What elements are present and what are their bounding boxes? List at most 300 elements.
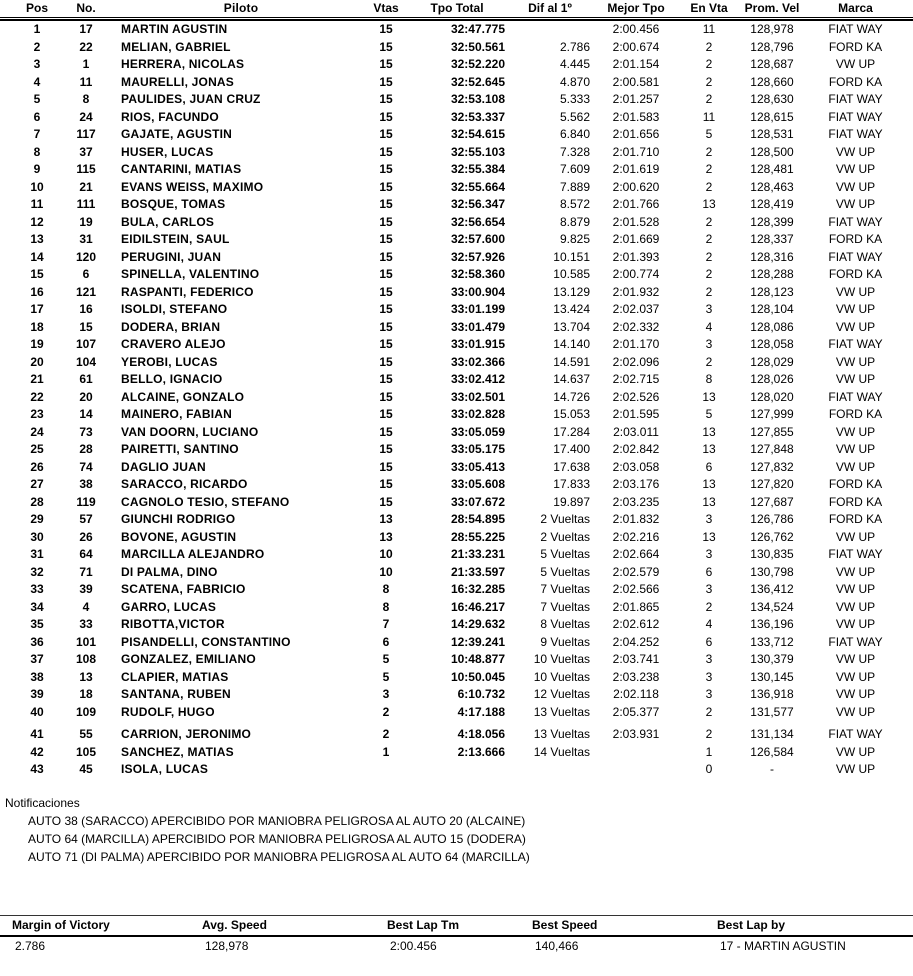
cell-tpo-total: 21:33.597 [450,564,505,579]
cell-en-vta: 2 [705,354,713,369]
cell-en-vta: 0 [705,762,713,776]
cell-tpo-total: 32:55.664 [450,179,505,194]
cell-piloto: SANTANA, RUBEN [121,687,231,701]
cell-prom-vel: 128,796 [750,39,794,54]
cell-piloto: MAURELLI, JONAS [121,74,235,89]
cell-prom-vel: 127,820 [750,477,794,491]
cell-marca: FIAT WAY [828,547,883,561]
cell-no: 71 [79,564,93,579]
cell-marca: VW UP [835,319,876,334]
cell-prom-vel: 127,855 [750,424,794,439]
cell-pos: 27 [30,477,44,491]
cell-marca: FIAT WAY [828,214,883,229]
cell-vtas: 10 [379,547,393,561]
table-row [0,371,913,389]
cell-no: 11 [79,74,93,89]
cell-prom-vel: 128,337 [750,232,794,246]
cell-piloto: CRAVERO ALEJO [121,337,226,351]
cell-pos: 8 [33,144,41,159]
cell-piloto: BELLO, IGNACIO [121,372,223,386]
table-row [0,529,913,547]
row-spacer [0,336,18,354]
cell-tpo-total: 28:55.225 [450,529,505,544]
cell-tpo-total: 32:56.654 [450,214,505,229]
table-row [0,616,913,634]
cell-vtas: 15 [379,197,393,211]
row-spacer [0,109,18,127]
cell-vtas: 15 [379,267,393,281]
cell-vtas: 2 [382,704,390,719]
cell-marca: FORD KA [828,477,883,491]
cell-piloto: BOVONE, AGUSTIN [121,529,237,544]
row-spacer [0,39,18,57]
cell-pos: 31 [30,547,44,561]
cell-vtas: 15 [379,92,393,106]
cell-prom-vel: 130,798 [750,564,794,579]
cell-marca: VW UP [835,704,876,719]
cell-piloto: MARCILLA ALEJANDRO [121,547,265,561]
cell-no: 1 [82,57,90,71]
cell-dif-al-1: 17.400 [553,442,590,456]
cell-mejor-tpo: 2:02.664 [612,547,660,561]
cell-marca: VW UP [835,669,876,684]
cell-dif-al-1: 13.424 [553,302,590,316]
cell-piloto: HERRERA, NICOLAS [121,57,245,71]
cell-vtas: 3 [382,687,390,701]
cell-dif-al-1: 19.897 [553,494,590,509]
row-spacer [0,441,18,459]
cell-no: 104 [75,354,97,369]
cell-tpo-total: 10:48.877 [450,652,505,666]
cell-en-vta: 2 [705,214,713,229]
cell-no: 57 [79,512,93,526]
cell-mejor-tpo: 2:00.774 [612,267,660,281]
cell-prom-vel: 128,978 [750,22,794,36]
cell-mejor-tpo: 2:01.583 [612,109,660,124]
cell-vtas: 15 [379,127,393,141]
cell-mejor-tpo: 2:03.931 [612,727,660,741]
table-row [0,196,913,214]
cell-vtas: 15 [379,162,393,176]
row-spacer [0,389,18,407]
cell-no: 4 [82,599,90,614]
cell-vtas: 15 [379,424,393,439]
table-row [0,476,913,494]
row-spacer [0,144,18,162]
cell-vtas: 15 [379,144,393,159]
cell-piloto: RIBOTTA,VICTOR [121,617,225,631]
cell-dif-al-1: 13 Vueltas [533,727,590,741]
cell-tpo-total: 21:33.231 [450,547,505,561]
cell-dif-al-1: 7.609 [559,162,590,176]
cell-mejor-tpo: 2:02.118 [613,687,659,701]
cell-piloto: ALCAINE, GONZALO [121,389,245,404]
table-row [0,634,913,652]
cell-piloto: RIOS, FACUNDO [121,109,219,124]
cell-tpo-total: 32:50.561 [450,39,505,54]
cell-pos: 43 [30,762,44,776]
row-spacer [0,546,18,564]
cell-tpo-total: 10:50.045 [450,669,505,684]
cell-pos: 9 [33,162,41,176]
cell-prom-vel: 128,500 [750,144,794,159]
cell-prom-vel: 128,630 [750,92,794,106]
cell-piloto: CLAPIER, MATIAS [121,669,229,684]
cell-tpo-total: 32:53.108 [450,92,505,106]
cell-dif-al-1: 5.562 [559,109,590,124]
row-spacer [0,161,18,179]
cell-prom-vel: 128,020 [750,389,794,404]
cell-piloto: RASPANTI, FEDERICO [121,284,254,299]
table-row [0,231,913,249]
cell-tpo-total: 33:01.915 [450,337,505,351]
summary-value-best-lap-by: 17 - MARTIN AGUSTIN [720,939,846,953]
cell-piloto: RUDOLF, HUGO [121,704,215,719]
table-row [0,91,913,109]
cell-no: 121 [75,284,97,299]
column-header-dif-al-1: Dif al 1º [528,1,572,15]
cell-no: 115 [76,162,96,176]
cell-marca: FORD KA [828,407,883,421]
cell-vtas: 6 [382,634,390,649]
row-spacer [0,476,18,494]
cell-tpo-total: 14:29.632 [450,617,505,631]
cell-dif-al-1: 4.445 [559,57,590,71]
cell-tpo-total: 32:57.926 [450,249,505,264]
cell-pos: 24 [30,424,44,439]
cell-pos: 5 [33,92,41,106]
cell-tpo-total: 33:01.199 [450,302,505,316]
cell-piloto: PERUGINI, JUAN [121,249,222,264]
cell-dif-al-1: 2 Vueltas [540,529,590,544]
cell-tpo-total: 33:01.479 [450,319,505,334]
cell-dif-al-1: 2.786 [559,39,590,54]
cell-marca: FIAT WAY [828,127,883,141]
row-spacer [0,266,18,284]
cell-no: 73 [79,424,93,439]
cell-pos: 7 [33,127,41,141]
cell-dif-al-1 [508,761,592,779]
cell-vtas: 15 [379,337,393,351]
cell-tpo-total: 33:05.413 [450,459,505,474]
cell-mejor-tpo: 2:02.526 [612,389,660,404]
cell-dif-al-1: 5 Vueltas [540,547,590,561]
cell-prom-vel: 128,419 [750,197,794,211]
cell-en-vta: 13 [702,529,716,544]
cell-piloto: SANCHEZ, MATIAS [121,744,234,759]
cell-pos: 19 [30,337,44,351]
header-spacer [0,0,18,17]
row-spacer [0,74,18,92]
row-spacer [0,686,18,704]
cell-vtas: 1 [382,744,390,759]
cell-en-vta: 3 [705,302,713,316]
cell-no: 38 [79,477,93,491]
table-row [0,301,913,319]
cell-en-vta: 3 [705,547,713,561]
cell-marca: VW UP [835,442,876,456]
cell-vtas: 13 [379,512,393,526]
cell-prom-vel: 130,835 [750,547,794,561]
cell-tpo-total: 28:54.895 [450,512,505,526]
cell-no: 17 [79,22,93,36]
table-row [0,336,913,354]
cell-prom-vel: 128,104 [750,302,794,316]
cell-pos: 39 [30,687,44,701]
cell-prom-vel: 128,026 [750,372,794,386]
cell-mejor-tpo: 2:02.715 [612,372,660,386]
cell-mejor-tpo: 2:03.235 [612,494,660,509]
cell-mejor-tpo: 2:01.932 [612,284,660,299]
cell-en-vta: 13 [702,442,716,456]
cell-tpo-total: 33:02.412 [450,372,505,386]
cell-no: 61 [79,372,93,386]
cell-piloto: DODERA, BRIAN [121,319,221,334]
cell-piloto: GAJATE, AGUSTIN [121,127,233,141]
cell-en-vta: 6 [705,564,713,579]
cell-no: 74 [79,459,93,474]
row-spacer [0,301,18,319]
cell-marca: VW UP [835,459,876,474]
cell-piloto: EIDILSTEIN, SAUL [121,232,230,246]
cell-en-vta: 2 [705,179,713,194]
cell-pos: 17 [30,302,44,316]
cell-piloto: DAGLIO JUAN [121,459,206,474]
cell-vtas: 15 [379,407,393,421]
row-spacer [0,511,18,529]
row-spacer [0,529,18,547]
row-spacer [0,564,18,582]
cell-no: 31 [79,232,93,246]
cell-no: 55 [79,727,93,741]
cell-pos: 3 [33,57,41,71]
cell-dif-al-1: 17.833 [553,477,590,491]
cell-piloto: MARTIN AGUSTIN [121,22,228,36]
cell-piloto: DI PALMA, DINO [121,564,218,579]
cell-en-vta: 2 [705,249,713,264]
cell-prom-vel: 128,029 [750,354,794,369]
cell-pos: 22 [30,389,44,404]
table-row [0,651,913,669]
cell-mejor-tpo: 2:01.393 [612,249,660,264]
cell-pos: 18 [30,319,44,334]
cell-prom-vel: 127,687 [750,494,794,509]
cell-vtas: 8 [382,582,390,596]
cell-tpo-total: 16:32.285 [450,582,505,596]
cell-pos: 40 [30,704,44,719]
cell-en-vta: 6 [705,634,713,649]
cell-prom-vel: 128,123 [750,284,794,299]
cell-dif-al-1: 7 Vueltas [540,599,590,614]
cell-dif-al-1: 10 Vueltas [533,669,590,684]
cell-no: 45 [79,762,93,776]
table-row [0,39,913,57]
cell-mejor-tpo: 2:02.612 [612,617,660,631]
cell-marca: VW UP [835,372,876,386]
cell-tpo-total: 33:05.059 [450,424,505,439]
cell-mejor-tpo: 2:02.332 [612,319,660,334]
row-spacer [0,231,18,249]
cell-marca: VW UP [835,617,876,631]
cell-mejor-tpo [592,761,680,779]
cell-marca: VW UP [835,144,876,159]
cell-tpo-total: 32:57.600 [450,232,505,246]
cell-pos: 34 [30,599,44,614]
cell-mejor-tpo: 2:02.037 [612,302,660,316]
table-row [0,424,913,442]
cell-piloto: SARACCO, RICARDO [121,477,248,491]
cell-pos: 14 [30,249,44,264]
cell-marca: FIAT WAY [828,109,883,124]
cell-tpo-total: 33:02.501 [450,389,505,404]
table-row [0,546,913,564]
cell-no: 111 [76,197,96,211]
cell-tpo-total: 32:55.103 [450,144,505,159]
cell-dif-al-1: 8 Vueltas [540,617,590,631]
table-row [0,214,913,232]
row-spacer [0,56,18,74]
cell-tpo-total: 33:02.828 [450,407,505,421]
row-spacer [0,284,18,302]
cell-en-vta: 2 [705,57,713,71]
cell-tpo-total: 32:47.775 [450,22,505,36]
table-row [0,354,913,372]
cell-vtas: 15 [379,249,393,264]
cell-pos: 41 [30,727,44,741]
column-header-marca: Marca [838,1,873,15]
cell-mejor-tpo: 2:03.176 [612,477,660,491]
cell-pos: 23 [30,407,44,421]
cell-dif-al-1: 4.870 [559,74,590,89]
cell-piloto: CANTARINI, MATIAS [121,162,242,176]
cell-mejor-tpo: 2:01.710 [612,144,660,159]
cell-piloto: GIUNCHI RODRIGO [121,512,236,526]
cell-dif-al-1: 5.333 [559,92,590,106]
cell-mejor-tpo: 2:01.595 [612,407,660,421]
cell-vtas: 5 [382,652,390,666]
cell-no: 117 [76,127,96,141]
cell-prom-vel: 128,463 [750,179,794,194]
cell-pos: 6 [33,109,41,124]
row-spacer [0,371,18,389]
table-row [0,266,913,284]
summary-header-best-lap-by: Best Lap by [717,918,786,932]
cell-prom-vel: 130,145 [750,669,794,684]
cell-prom-vel: 128,531 [750,127,794,141]
cell-dif-al-1: 14.140 [553,337,590,351]
cell-marca: VW UP [835,564,876,579]
cell-prom-vel: 136,196 [750,617,794,631]
cell-marca: VW UP [835,529,876,544]
cell-vtas: 15 [379,74,393,89]
cell-prom-vel: 128,058 [750,337,794,351]
cell-pos: 13 [30,232,44,246]
cell-marca: VW UP [835,762,876,776]
cell-prom-vel: 128,316 [750,249,794,264]
cell-piloto: YEROBI, LUCAS [121,354,218,369]
cell-mejor-tpo: 2:04.252 [612,634,660,649]
cell-vtas: 15 [379,284,393,299]
cell-pos: 28 [30,494,44,509]
cell-prom-vel: 128,481 [750,162,794,176]
cell-en-vta: 5 [705,407,713,421]
cell-dif-al-1: 7.328 [559,144,590,159]
cell-en-vta: 11 [702,22,716,36]
cell-piloto: VAN DOORN, LUCIANO [121,424,259,439]
cell-vtas: 15 [379,459,393,474]
summary-table [0,915,913,956]
cell-no: 26 [79,529,93,544]
cell-marca: FORD KA [828,494,883,509]
cell-en-vta: 8 [705,372,713,386]
cell-dif-al-1: 10.151 [553,249,590,264]
cell-vtas: 7 [382,617,390,631]
results-header-row [0,0,913,17]
cell-dif-al-1: 14 Vueltas [533,744,590,759]
cell-prom-vel: 128,687 [750,57,794,71]
table-row [0,161,913,179]
cell-vtas: 15 [379,389,393,404]
cell-en-vta: 1 [705,744,713,759]
cell-en-vta: 2 [705,92,713,106]
cell-dif-al-1: 9 Vueltas [540,634,590,649]
cell-piloto: GARRO, LUCAS [121,599,217,614]
notification-item: AUTO 64 (MARCILLA) APERCIBIDO POR MANIOBRA PELIGROSA AL AUTO 15 (DODERA) [28,831,526,846]
cell-tpo-total: 4:18.056 [457,727,505,741]
cell-mejor-tpo: 2:05.377 [612,704,660,719]
cell-dif-al-1: 12 Vueltas [533,687,590,701]
cell-marca: FORD KA [828,512,883,526]
cell-tpo-total: 6:10.732 [457,687,505,701]
row-spacer [0,761,18,779]
row-spacer [0,354,18,372]
cell-no: 28 [79,442,93,456]
cell-prom-vel: 131,134 [750,727,794,741]
table-row [0,126,913,144]
table-row [0,109,913,127]
row-spacer [0,599,18,617]
cell-en-vta: 2 [705,232,713,246]
row-spacer [0,406,18,424]
cell-mejor-tpo: 2:03.238 [612,669,660,684]
cell-dif-al-1: 10 Vueltas [533,652,590,666]
cell-tpo-total: 32:55.384 [450,162,505,176]
cell-no: 22 [79,39,93,54]
cell-pos: 2 [33,39,41,54]
table-row [0,406,913,424]
cell-marca: FIAT WAY [828,92,883,106]
cell-prom-vel: 126,762 [750,529,794,544]
column-header-mejor-tpo: Mejor Tpo [607,1,665,15]
cell-dif-al-1: 9.825 [559,232,590,246]
summary-value-best-speed: 140,466 [535,939,579,953]
cell-no: 14 [79,407,93,421]
cell-no: 33 [79,617,93,631]
cell-pos: 37 [30,652,44,666]
cell-prom-vel: 127,999 [750,407,794,421]
cell-pos: 32 [30,564,44,579]
cell-piloto: PAULIDES, JUAN CRUZ [121,92,261,106]
cell-pos: 21 [30,372,44,386]
cell-en-vta: 2 [705,599,713,614]
cell-pos: 15 [30,267,44,281]
row-spacer [0,424,18,442]
cell-pos: 33 [30,582,44,596]
cell-en-vta: 3 [705,512,713,526]
cell-prom-vel: 133,712 [750,634,794,649]
cell-pos: 12 [30,214,44,229]
cell-pos: 20 [30,354,44,369]
